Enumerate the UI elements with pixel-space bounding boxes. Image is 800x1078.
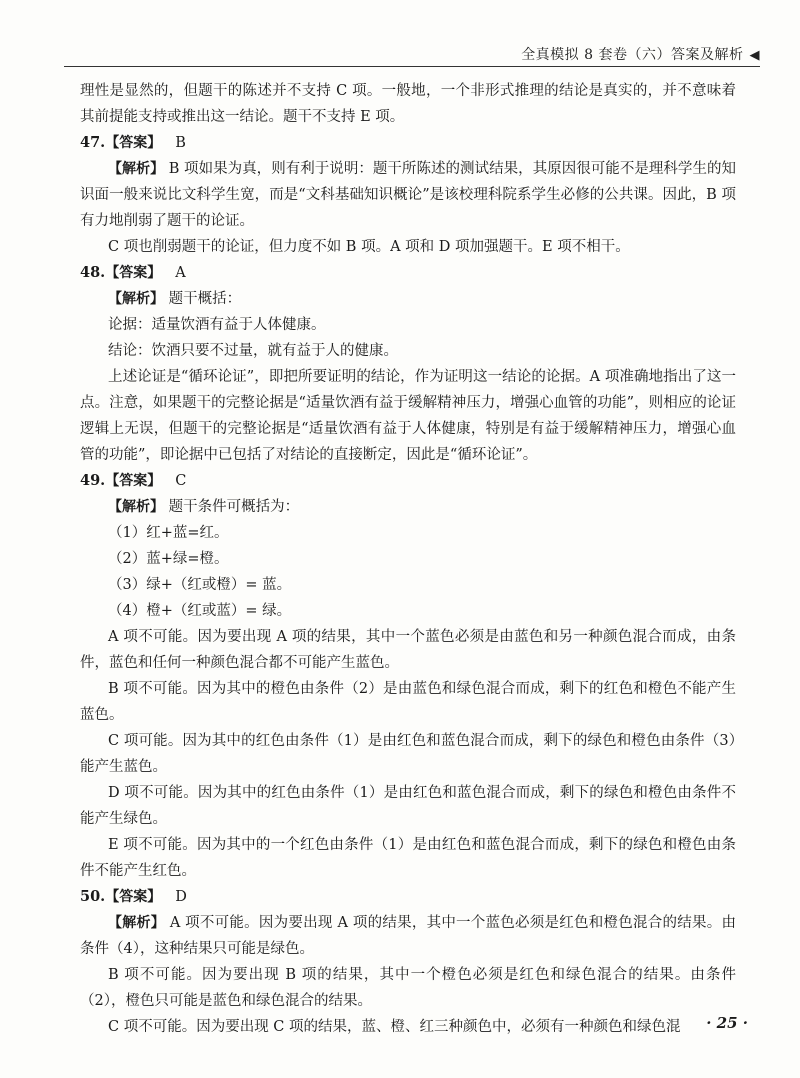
question-number: 48. xyxy=(80,264,106,281)
analysis-text: 题干概括： xyxy=(168,291,242,307)
analysis-paragraph xyxy=(80,910,736,962)
question-49 xyxy=(80,468,736,884)
intro-paragraph: 理性是显然的，但题干的陈述并不支持 C 项。一般地，一个非形式推理的结论是真实的，并不意味着其前提能支持或推出这一结论。题干不支持 E 项。 xyxy=(80,83,736,125)
header-title-text: 全真模拟 8 套卷（六）答案及解析 xyxy=(521,47,744,63)
body-paragraph: C 项也削弱题干的论证，但力度不如 B 项。A 项和 D 项加强题干。E 项不相干。 xyxy=(108,239,630,255)
page-content xyxy=(80,78,736,1040)
question-number: 49. xyxy=(80,472,106,489)
header-title xyxy=(521,44,760,64)
page-number: · 25 · xyxy=(706,1014,748,1032)
answer-tag: 【答案】 xyxy=(105,135,162,151)
question-50 xyxy=(80,884,736,1040)
analysis-tag: 【解析】 xyxy=(108,291,164,307)
question-number: 50. xyxy=(80,888,106,905)
answer-line xyxy=(80,130,736,156)
answer-value: A xyxy=(175,265,186,281)
answer-value: C xyxy=(175,473,187,489)
triangle-left-icon: ◀ xyxy=(749,48,760,63)
answer-tag: 【答案】 xyxy=(105,889,162,905)
answer-line xyxy=(80,260,736,286)
body-paragraph: C 项可能。因为其中的红色由条件（1）是由红色和蓝色混合而成，剩下的绿色和橙色由条件（3）能产生蓝色。 xyxy=(80,733,736,775)
question-number: 47. xyxy=(80,134,106,151)
analysis-tag: 【解析】 xyxy=(108,915,165,931)
answer-line xyxy=(80,468,736,494)
condition-item: （2）蓝+绿=橙。 xyxy=(108,551,229,567)
argument-line: 论据：适量饮酒有益于人体健康。 xyxy=(108,317,326,333)
analysis-paragraph xyxy=(80,494,736,520)
body-paragraph: B 项不可能。因为其中的橙色由条件（2）是由蓝色和绿色混合而成，剩下的红色和橙色不能产生蓝色。 xyxy=(80,681,736,723)
analysis-tag: 【解析】 xyxy=(108,499,164,515)
question-48 xyxy=(80,260,736,468)
argument-line: 结论：饮酒只要不过量，就有益于人的健康。 xyxy=(108,343,398,359)
body-paragraph: E 项不可能。因为其中的一个红色由条件（1）是由红色和蓝色混合而成，剩下的绿色和橙色由条件不能产生红色。 xyxy=(80,837,736,879)
page-header xyxy=(0,0,800,66)
analysis-text: A 项不可能。因为要出现 A 项的结果，其中一个蓝色必须是红色和橙色混合的结果。由条件（4），这种结果只可能是绿色。 xyxy=(80,915,737,957)
body-paragraph: 上述论证是“循环论证”，即把所要证明的结论，作为证明这一结论的论据。A 项准确地指出了这一点。注意，如果题干的完整论据是“适量饮酒有益于缓解精神压力，增强心血管的功能”，则相应的论证逻辑上无误，但题干的完整论据是“适量饮酒有益于人体健康，特别是有益于缓解精神压力，增强心血管的功能”，即论据中已包括了对结论的直接断定，因此是“循环论证”。 xyxy=(80,369,736,463)
analysis-tag: 【解析】 xyxy=(108,161,165,177)
answer-value: B xyxy=(175,135,186,151)
body-paragraph: C 项不可能。因为要出现 C 项的结果，蓝、橙、红三种颜色中，必须有一种颜色和绿色混 xyxy=(108,1019,681,1035)
condition-item: （1）红+蓝=红。 xyxy=(108,525,229,541)
body-paragraph: A 项不可能。因为要出现 A 项的结果，其中一个蓝色必须是由蓝色和另一种颜色混合而成，由条件，蓝色和任何一种颜色混合都不可能产生蓝色。 xyxy=(80,629,736,671)
answer-tag: 【答案】 xyxy=(105,265,162,281)
answer-line xyxy=(80,884,736,910)
condition-item: （4）橙+（红或蓝）= 绿。 xyxy=(108,603,292,619)
body-paragraph: D 项不可能。因为其中的红色由条件（1）是由红色和蓝色混合而成，剩下的绿色和橙色由条件不能产生绿色。 xyxy=(80,785,736,827)
analysis-text: B 项如果为真，则有利于说明：题干所陈述的测试结果，其原因很可能不是理科学生的知识面一般来说比文科学生宽，而是“文科基础知识概论”是该校理科院系学生必修的公共课。因此，B 项有力地削弱了题干的论证。 xyxy=(80,161,737,229)
answer-tag: 【答案】 xyxy=(105,473,162,489)
header-rule xyxy=(64,66,760,67)
analysis-text: 题干条件可概括为： xyxy=(168,499,300,515)
body-paragraph: B 项不可能。因为要出现 B 项的结果，其中一个橙色必须是红色和绿色混合的结果。由条件（2），橙色只可能是蓝色和绿色混合的结果。 xyxy=(80,967,736,1009)
answer-value: D xyxy=(175,889,187,905)
analysis-paragraph xyxy=(80,286,736,312)
analysis-paragraph xyxy=(80,156,736,234)
condition-item: （3）绿+（红或橙）= 蓝。 xyxy=(108,577,292,593)
question-47 xyxy=(80,130,736,260)
